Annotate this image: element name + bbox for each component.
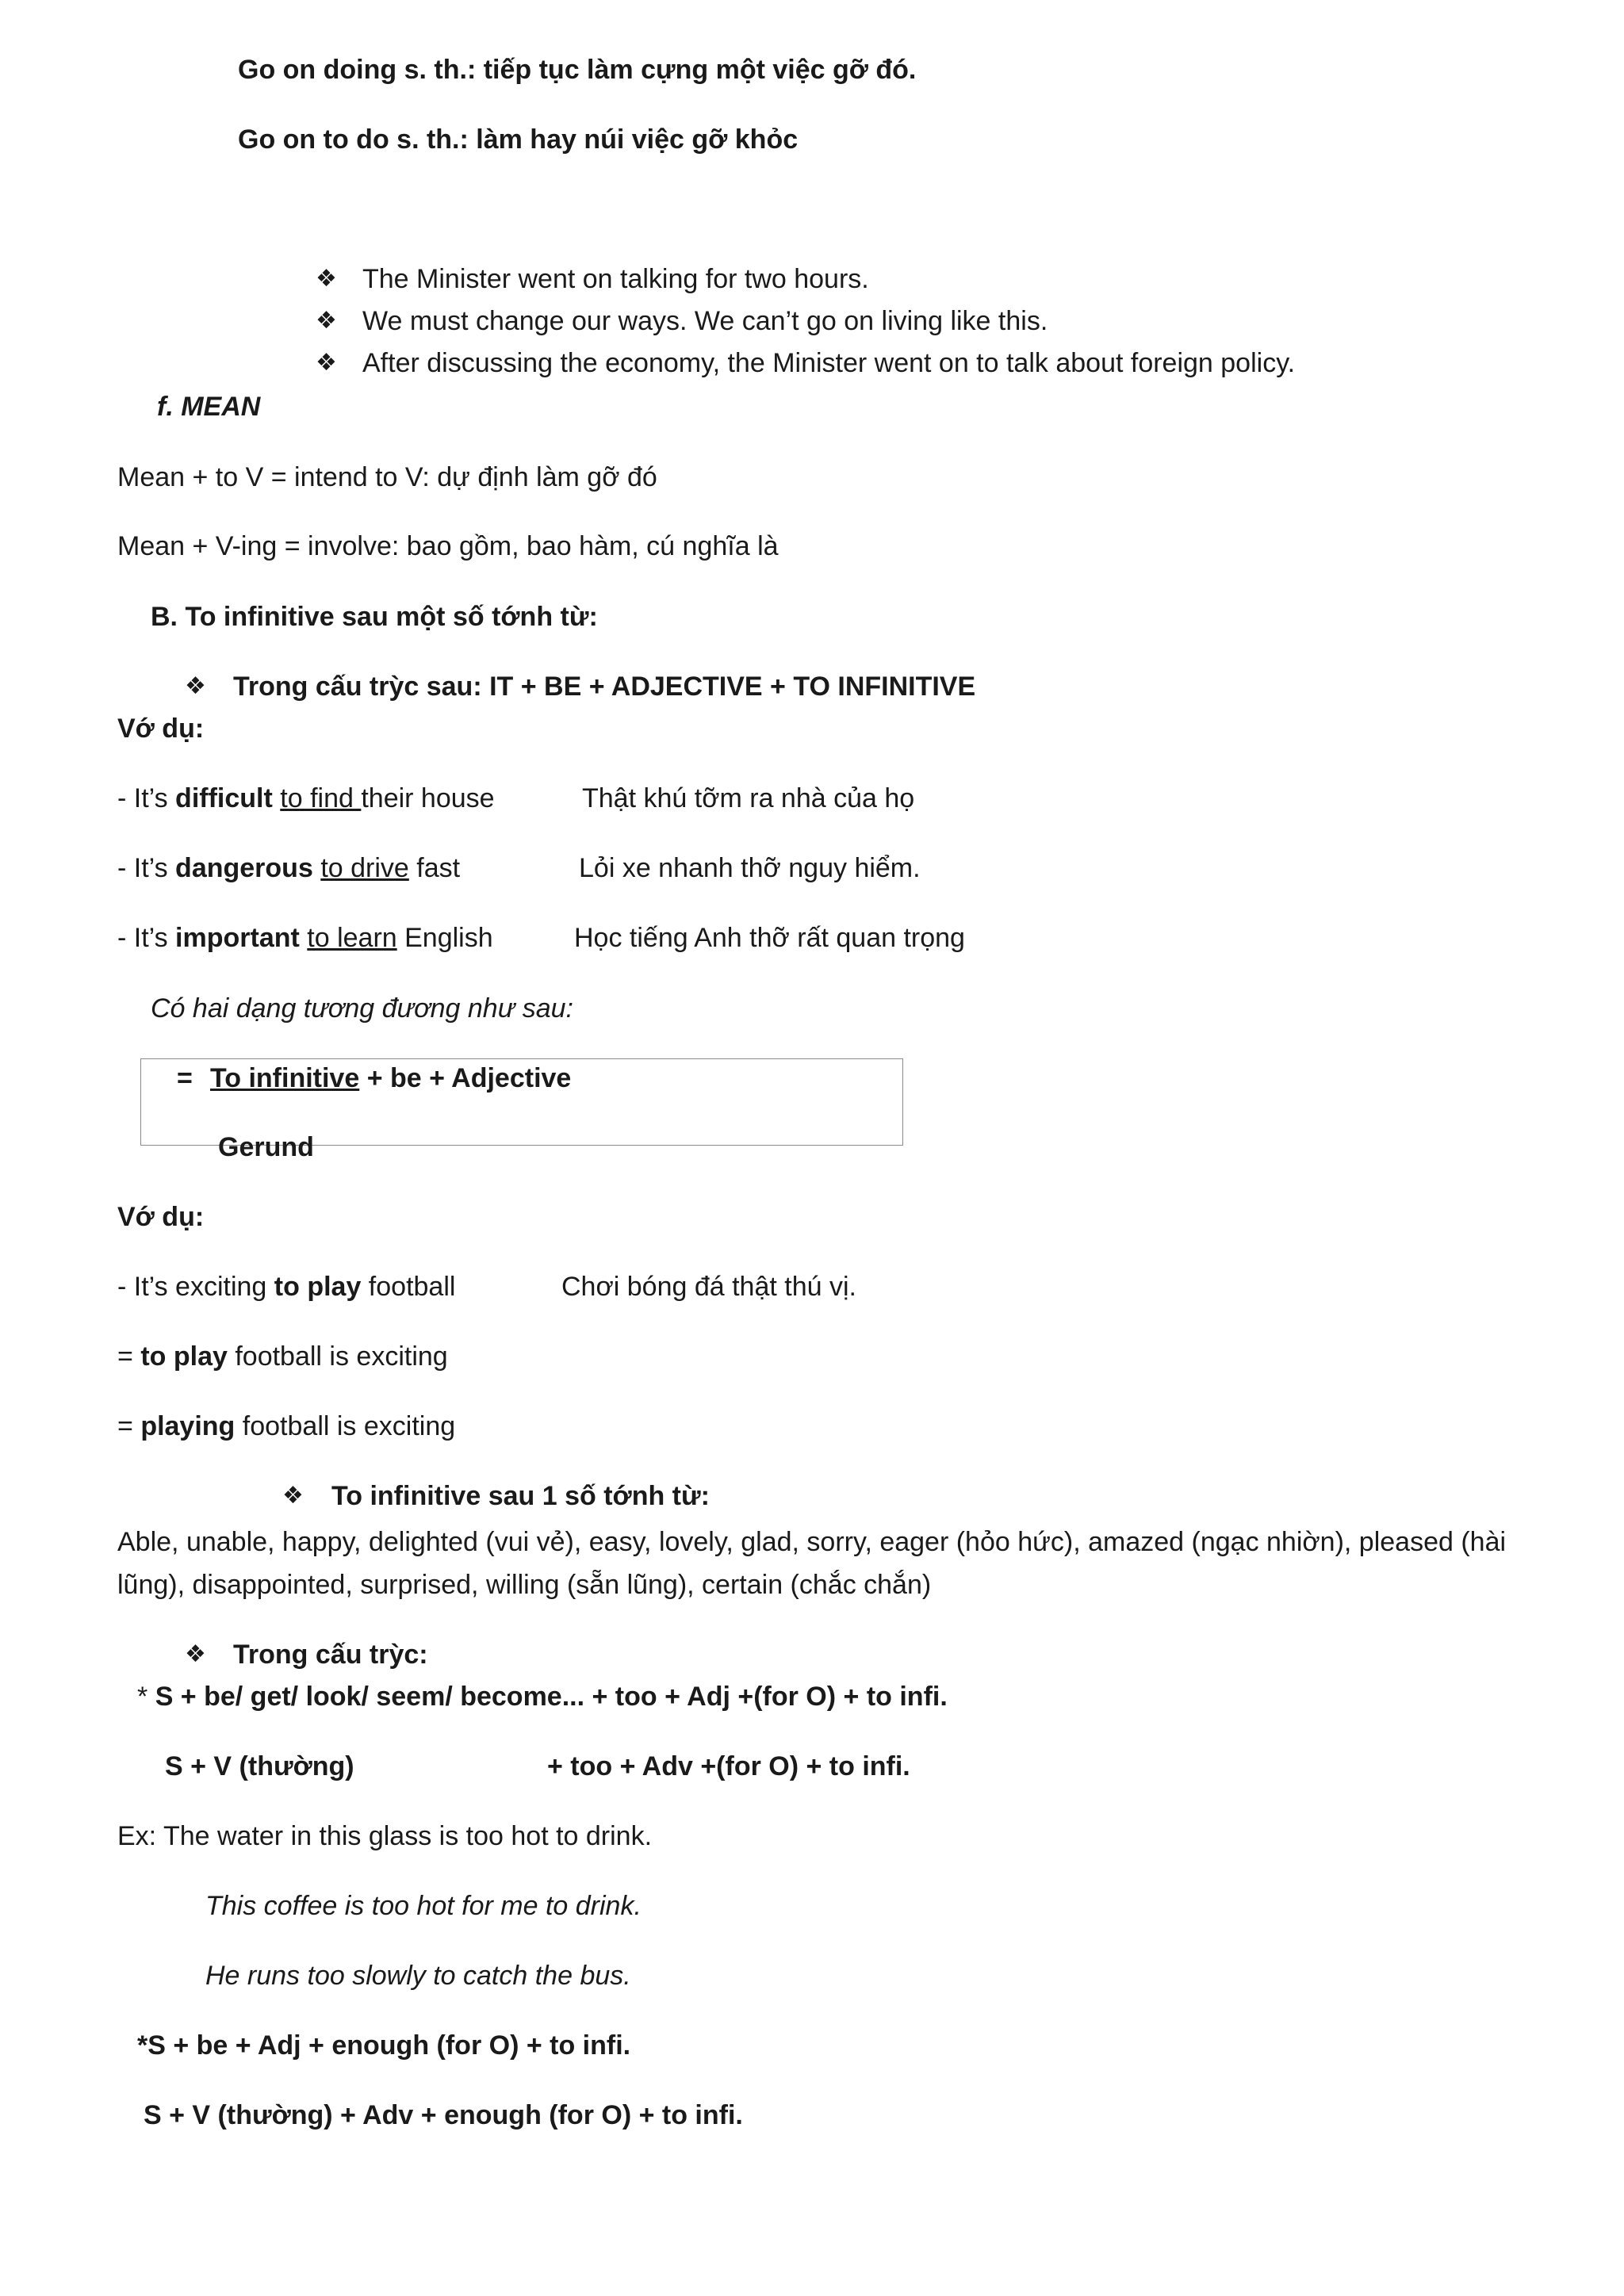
example-label: Vớ dụ:	[117, 714, 205, 744]
enough-adv-rule: S + V (thường) + Adv + enough (for O) + to infi.	[144, 2100, 743, 2130]
example-playing: = playing football is exciting	[117, 1411, 456, 1441]
adjective-list: Able, unable, happy, delighted (vui vẻ), easy, lovely, glad, sorry, eager (hỏo hức), amazed (ngạc nhiờn), pleased (hài lũng), disappointed, surprised, willing (sẵn lũng), certain (chắc chắn)	[117, 1527, 1507, 1600]
mean-heading: f. MEAN	[157, 392, 261, 422]
bullet-icon: ❖	[282, 1483, 304, 1509]
bullet-icon: ❖	[185, 673, 206, 699]
bullet-icon: ❖	[316, 266, 337, 292]
example-difficult: - It’s difficult to find their house	[117, 783, 495, 813]
example-dangerous: - It’s dangerous to drive fast	[117, 853, 461, 883]
go-on-doing-rule: Go on doing s. th.: tiếp tục làm cựng một việc gỡ đó.	[238, 55, 917, 85]
bullet-icon: ❖	[316, 350, 337, 376]
example-exciting: - It’s exciting to play football	[117, 1272, 456, 1302]
bullet-icon: ❖	[316, 308, 337, 334]
mean-to-v: Mean + to V = intend to V: dự định làm gỡ đó	[117, 462, 657, 492]
go-on-example-1: The Minister went on talking for two hours.	[362, 264, 869, 294]
example-label-2: Vớ dụ:	[117, 1202, 205, 1232]
section-b-heading: B. To infinitive sau một số tớnh từ:	[151, 602, 598, 632]
too-example-3: He runs too slowly to catch the bus.	[205, 1961, 631, 1991]
equivalent-equals: =	[177, 1063, 193, 1093]
adjective-list-heading: To infinitive sau 1 số tớnh từ:	[331, 1481, 710, 1511]
structure-too-heading: Trong cấu trỳc:	[233, 1640, 428, 1670]
example-exciting-translation: Chơi bóng đá thật thú vị.	[561, 1272, 856, 1302]
mean-v-ing: Mean + V-ing = involve: bao gồm, bao hàm, cú nghĩa là	[117, 531, 779, 561]
equivalent-to-infinitive: To infinitive + be + Adjective	[210, 1063, 572, 1093]
go-on-example-3: After discussing the economy, the Minister went on to talk about foreign policy.	[362, 348, 1296, 378]
too-adv-rule-left: S + V (thường)	[165, 1751, 354, 1781]
example-important-translation: Học tiếng Anh thỡ rất quan trọng	[574, 923, 965, 953]
go-on-to-do-rule: Go on to do s. th.: làm hay núi việc gỡ khỏc	[238, 124, 799, 155]
example-important: - It’s important to learn English	[117, 923, 493, 953]
equivalent-gerund: Gerund	[218, 1132, 314, 1162]
structure-it-be-adj: Trong cấu trỳc sau: IT + BE + ADJECTIVE + TO INFINITIVE	[233, 672, 976, 702]
bullet-icon: ❖	[185, 1641, 206, 1667]
go-on-example-2: We must change our ways. We can’t go on living like this.	[362, 306, 1048, 336]
enough-adj-rule: *S + be + Adj + enough (for O) + to infi.	[137, 2030, 631, 2061]
too-adv-rule-right: + too + Adv +(for O) + to infi.	[547, 1751, 910, 1781]
example-dangerous-translation: Lỏi xe nhanh thỡ nguy hiểm.	[579, 853, 921, 883]
example-to-play: = to play football is exciting	[117, 1341, 448, 1372]
example-difficult-translation: Thật khú tỡm ra nhà của họ	[582, 783, 915, 813]
equivalent-forms-intro: Có hai dạng tương đương như sau:	[151, 993, 573, 1024]
too-example-1: Ex: The water in this glass is too hot to drink.	[117, 1821, 653, 1851]
too-example-2: This coffee is too hot for me to drink.	[205, 1891, 642, 1921]
too-adj-rule: * S + be/ get/ look/ seem/ become... + too + Adj +(for O) + to infi.	[137, 1682, 948, 1712]
